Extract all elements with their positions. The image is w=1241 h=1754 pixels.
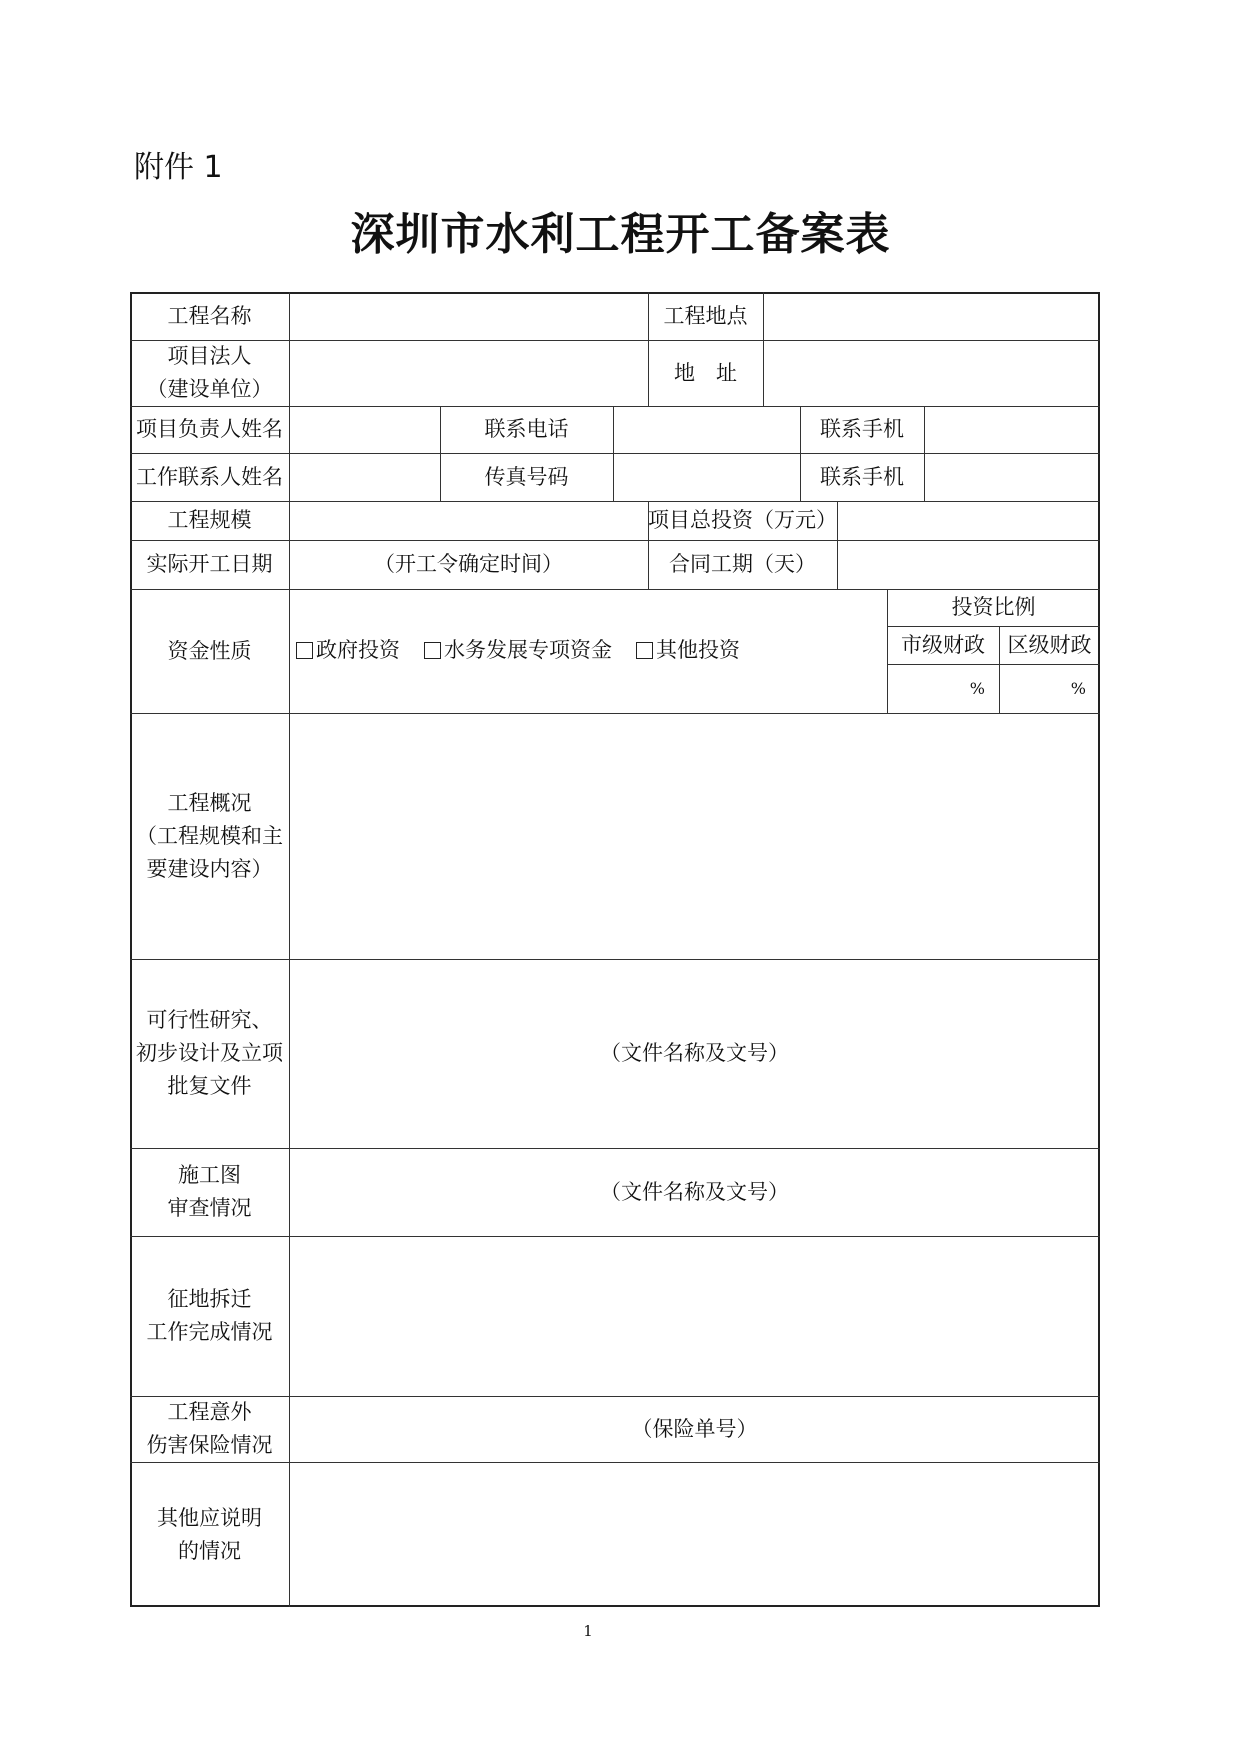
fund-option-other[interactable]	[636, 634, 740, 664]
drawing-review-label-line: 审查情况	[167, 1196, 252, 1220]
city-finance-label: 市级财政	[901, 632, 985, 657]
fund-option-label: 其他投资	[656, 638, 740, 662]
feasibility-label-line: 批复文件	[167, 1074, 252, 1098]
phone-field[interactable]	[613, 406, 800, 453]
page-number: 1	[583, 1622, 593, 1640]
contact-name-field[interactable]	[289, 453, 440, 501]
insurance-label-line: 工程意外	[167, 1400, 252, 1424]
project-location-label: 工程地点	[663, 303, 748, 328]
project-location-field[interactable]	[763, 292, 1100, 340]
checkbox-icon[interactable]	[424, 642, 441, 659]
scale-label: 工程规模	[167, 508, 252, 532]
contact-mobile-field[interactable]	[924, 453, 1100, 501]
start-date-label: 实际开工日期	[146, 552, 273, 576]
district-finance-label: 区级财政	[1007, 632, 1092, 657]
overview-field[interactable]	[289, 713, 1100, 959]
mobile-field[interactable]	[924, 406, 1100, 453]
drawing-review-field[interactable]: （文件名称及文号）	[600, 1179, 789, 1204]
total-investment-label: 项目总投资（万元）	[648, 508, 837, 532]
fund-option-label: 政府投资	[316, 638, 400, 662]
address-label: 地 址	[674, 360, 737, 385]
fund-options	[296, 632, 764, 666]
other-notes-label-line: 其他应说明	[157, 1505, 262, 1530]
legal-person-label-line: 项目法人	[167, 344, 252, 368]
scale-field[interactable]	[289, 501, 648, 540]
mobile-label: 联系手机	[820, 417, 904, 441]
fax-label: 传真号码	[484, 464, 569, 489]
fund-nature-label: 资金性质	[167, 638, 252, 663]
checkbox-icon[interactable]	[296, 642, 313, 659]
address-field[interactable]	[763, 340, 1100, 406]
overview-label-line: 工程概况	[167, 790, 252, 815]
overview-label	[130, 713, 289, 959]
fund-option-government[interactable]	[296, 634, 400, 664]
drawing-review-label	[130, 1148, 289, 1236]
insurance-label-line: 伤害保险情况	[146, 1433, 273, 1457]
contact-mobile-label: 联系手机	[820, 464, 904, 489]
feasibility-field[interactable]: （文件名称及文号）	[600, 1041, 789, 1065]
overview-label-line: （工程规模和主	[136, 823, 283, 848]
city-finance-percent-field[interactable]: %	[969, 679, 985, 698]
checkbox-icon[interactable]	[636, 642, 653, 659]
other-notes-field[interactable]	[289, 1462, 1100, 1607]
contract-period-label: 合同工期（天）	[669, 552, 816, 576]
overview-label-line: 要建设内容）	[146, 856, 273, 881]
land-acquisition-label	[130, 1236, 289, 1396]
fund-option-label: 水务发展专项资金	[444, 638, 612, 662]
drawing-review-label-line: 施工图	[178, 1163, 241, 1187]
district-finance-percent-field[interactable]: %	[1070, 679, 1086, 698]
start-date-field[interactable]: （开工令确定时间）	[374, 552, 563, 576]
land-acquisition-label-line: 征地拆迁	[167, 1287, 252, 1311]
fax-field[interactable]	[613, 453, 800, 501]
attachment-label: 附件 1	[134, 150, 223, 185]
feasibility-label-line: 可行性研究、	[146, 1008, 273, 1032]
phone-label: 联系电话	[484, 417, 569, 441]
form-title: 深圳市水利工程开工备案表	[350, 209, 891, 260]
other-notes-label	[130, 1462, 289, 1607]
pm-name-field[interactable]	[289, 406, 440, 453]
feasibility-label	[130, 959, 289, 1148]
legal-person-label-line: （建设单位）	[146, 377, 273, 401]
total-investment-field[interactable]	[837, 501, 1100, 540]
legal-person-field[interactable]	[289, 340, 648, 406]
legal-person-label	[130, 340, 289, 406]
land-acquisition-label-line: 工作完成情况	[146, 1320, 273, 1344]
contact-name-label: 工作联系人姓名	[136, 464, 283, 489]
investment-ratio-label: 投资比例	[951, 595, 1036, 619]
feasibility-label-line: 初步设计及立项	[136, 1041, 283, 1065]
pm-name-label: 项目负责人姓名	[136, 417, 283, 441]
fund-option-water-fund[interactable]	[424, 634, 612, 664]
insurance-field[interactable]: （保险单号）	[631, 1416, 758, 1441]
contract-period-field[interactable]	[837, 540, 1100, 589]
land-acquisition-field[interactable]	[289, 1236, 1100, 1396]
other-notes-label-line: 的情况	[178, 1538, 241, 1563]
project-name-field[interactable]	[289, 292, 648, 340]
insurance-label	[130, 1396, 289, 1462]
project-name-label: 工程名称	[167, 303, 252, 328]
